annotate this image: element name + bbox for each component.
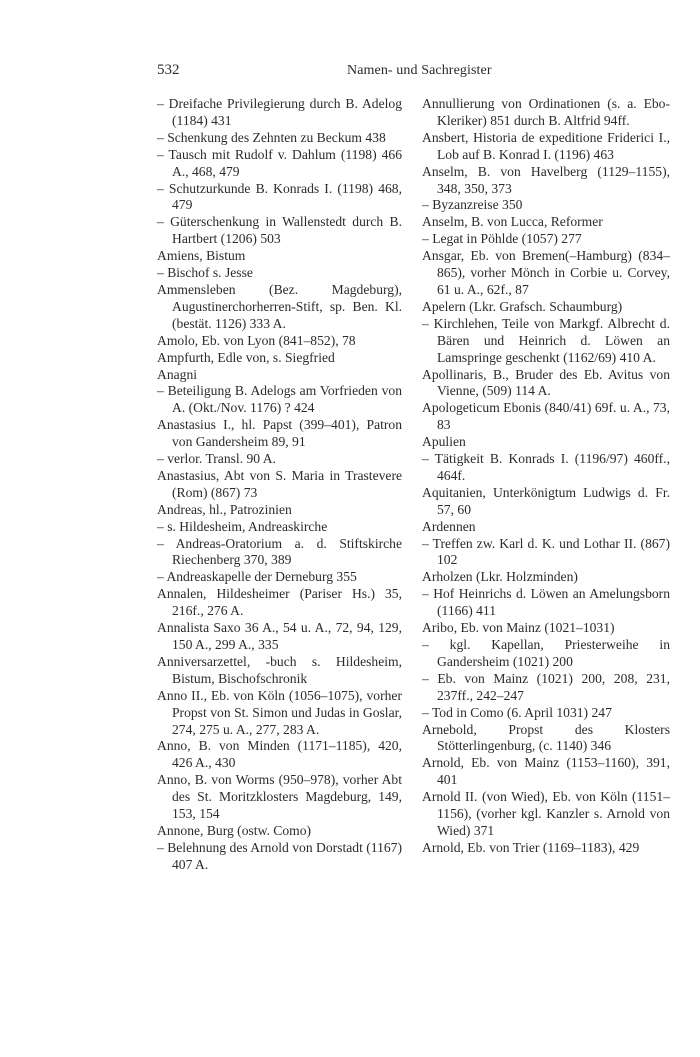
index-entry: Ammensleben (Bez. Magdeburg), Augustinerchorherren-Stift, sp. Ben. Kl. (bestät. 1126) 333 A. <box>157 281 402 331</box>
index-entry: Amolo, Eb. von Lyon (841–852), 78 <box>157 332 356 348</box>
index-entry: Arnebold, Propst des Klosters Stötterlingenburg, (c. 1140) 346 <box>422 721 670 754</box>
index-entry: – Andreaskapelle der Derneburg 355 <box>157 569 357 585</box>
index-entry: – Tod in Como (6. April 1031) 247 <box>422 704 612 720</box>
index-entry: Anastasius, Abt von S. Maria in Trastevere (Rom) (867) 73 <box>157 467 402 500</box>
index-entry: Annone, Burg (ostw. Como) <box>157 822 312 838</box>
index-entry: Andreas, hl., Patrozinien <box>157 501 292 517</box>
index-entry: – Güterschenkung in Wallenstedt durch B. Hartbert (1206) 503 <box>157 214 402 247</box>
index-entry: Annullierung von Ordinationen (s. a. Ebo-Kleriker) 851 durch B. Altfrid 94ff. <box>422 96 670 128</box>
index-entry: – s. Hildesheim, Andreaskirche <box>157 518 328 534</box>
index-entry: Apologeticum Ebonis (840/41) 69f. u. A., 73, 83 <box>422 400 670 433</box>
index-column-left <box>157 96 402 874</box>
index-column-right <box>422 96 670 857</box>
index-entry: – Schenkung des Zehnten zu Beckum 438 <box>157 129 386 145</box>
index-entry: – Kirchlehen, Teile von Markgf. Albrecht d. Bären und Heinrich d. Löwen an Lamspringe geschenkt (1162/69) 410 A. <box>422 315 670 365</box>
index-entry: Anselm, B. von Havelberg (1129–1155), 348, 350, 373 <box>422 163 670 196</box>
index-entry: – verlor. Transl. 90 A. <box>157 451 276 467</box>
index-entry: – Schutzurkunde B. Konrads I. (1198) 468, 479 <box>157 180 402 213</box>
index-entry: Amiens, Bistum <box>157 248 246 264</box>
index-entry: Annalista Saxo 36 A., 54 u. A., 72, 94, 129, 150 A., 299 A., 335 <box>157 620 402 652</box>
index-entry: Anagni <box>157 366 198 382</box>
index-entry: Arnold, Eb. von Trier (1169–1183), 429 <box>422 839 640 855</box>
index-entry: – Eb. von Mainz (1021) 200, 208, 231, 237ff., 242–247 <box>422 670 670 703</box>
index-entry: Aribo, Eb. von Mainz (1021–1031) <box>422 620 615 636</box>
index-entry: – Andreas-Oratorium a. d. Stiftskirche Riechenberg 370, 389 <box>157 535 402 568</box>
index-entry: – Byzanzreise 350 <box>422 197 523 213</box>
index-entry: Anastasius I., hl. Papst (399–401), Patron von Gandersheim 89, 91 <box>157 417 402 450</box>
index-entry: – kgl. Kapellan, Priesterweihe in Gandersheim (1021) 200 <box>422 637 670 669</box>
index-entry: Ansgar, Eb. von Bremen(–Hamburg) (834–865), vorher Mönch in Corbie u. Corvey, 61 u. A., 62f., 87 <box>422 248 670 297</box>
index-entry: Annalen, Hildesheimer (Pariser Hs.) 35, 216f., 276 A. <box>157 586 402 619</box>
index-entry: Arnold II. (von Wied), Eb. von Köln (1151–1156), (vorher kgl. Kanzler s. Arnold von Wied) 371 <box>422 789 670 838</box>
index-entry: Ansbert, Historia de expeditione Friderici I., Lob auf B. Konrad I. (1196) 463 <box>422 129 670 162</box>
index-entry: – Tausch mit Rudolf v. Dahlum (1198) 466 A., 468, 479 <box>157 146 402 179</box>
index-entry: Anno II., Eb. von Köln (1056–1075), vorher Propst von St. Simon und Judas in Goslar, 274, 275 u. A., 277, 283 A. <box>157 687 402 737</box>
page-header <box>157 62 557 82</box>
running-title: Namen- und Sachregister <box>347 63 492 78</box>
index-entry: Anno, B. von Minden (1171–1185), 420, 426 A., 430 <box>157 738 402 771</box>
index-entry: Arnold, Eb. von Mainz (1153–1160), 391, 401 <box>422 755 670 788</box>
index-entry: – Belehnung des Arnold von Dorstadt (1167) 407 A. <box>157 839 402 872</box>
index-entry: Arholzen (Lkr. Holzminden) <box>422 569 578 585</box>
index-entry: – Bischof s. Jesse <box>157 265 253 281</box>
index-entry: Aquitanien, Unterkönigtum Ludwigs d. Fr. 57, 60 <box>422 484 670 517</box>
index-entry: Apelern (Lkr. Grafsch. Schaumburg) <box>422 298 623 314</box>
index-entry: – Dreifache Privilegierung durch B. Adelog (1184) 431 <box>157 96 402 128</box>
index-entry: Anniversarzettel, -buch s. Hildesheim, Bistum, Bischofschronik <box>157 653 402 686</box>
index-entry: Ardennen <box>422 518 476 534</box>
index-entry: – Beteiligung B. Adelogs am Vorfrieden von A. (Okt./Nov. 1176) ? 424 <box>157 383 402 416</box>
index-entry: – Hof Heinrichs d. Löwen an Amelungsborn (1166) 411 <box>422 586 670 619</box>
index-entry: Apulien <box>422 434 466 450</box>
index-entry: Anno, B. von Worms (950–978), vorher Abt des St. Moritzklosters Magdeburg, 149, 153, 154 <box>157 772 402 822</box>
index-entry: – Tätigkeit B. Konrads I. (1196/97) 460ff., 464f. <box>422 451 670 483</box>
index-entry: – Treffen zw. Karl d. K. und Lothar II. (867) 102 <box>422 535 670 568</box>
index-entry: Ampfurth, Edle von, s. Siegfried <box>157 349 335 365</box>
index-entry: – Legat in Pöhlde (1057) 277 <box>422 231 582 247</box>
page-number: 532 <box>157 62 180 78</box>
index-entry: Anselm, B. von Lucca, Reformer <box>422 214 603 230</box>
index-entry: Apollinaris, B., Bruder des Eb. Avitus von Vienne, (509) 114 A. <box>422 366 670 399</box>
